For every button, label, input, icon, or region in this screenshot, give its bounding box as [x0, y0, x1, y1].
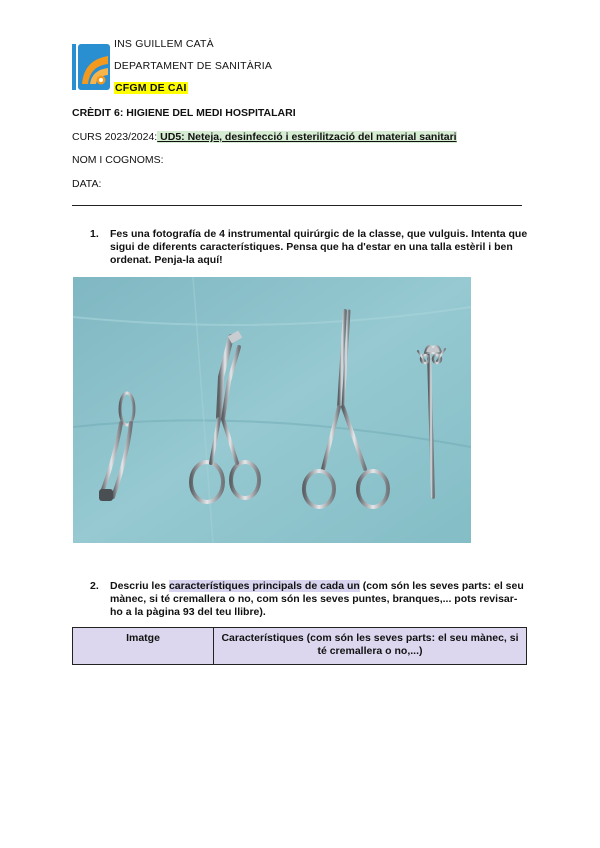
characteristics-table — [72, 627, 527, 665]
table-header-row — [73, 628, 527, 665]
question-1 — [90, 228, 530, 267]
school-name: INS GUILLEM CATÀ — [114, 38, 214, 50]
header-characteristics: Característiques (com són les seves parts: el seu mànec, si té cremallera o no,...) — [214, 628, 527, 665]
credit-title: CRÈDIT 6: HIGIENE DEL MEDI HOSPITALARI — [72, 107, 296, 119]
question-text — [110, 580, 530, 619]
question-text-post: (com són les seves parts: el seu mànec, si té cremallera o no, com són les seves puntes, branques,... pots revisar-ho a la pàgina 93 del teu llibre). — [110, 580, 524, 618]
unit-title: UD5: Neteja, desinfecció i esterilització del material sanitari — [157, 131, 457, 143]
separator-line — [72, 205, 522, 206]
course-line — [72, 131, 457, 143]
question-number: 2. — [90, 580, 99, 592]
instruments-photo — [73, 277, 471, 543]
course-year-label: CURS 2023/2024: — [72, 131, 158, 143]
department-name: DEPARTAMENT DE SANITÀRIA — [114, 60, 273, 72]
name-label: NOM I COGNOMS: — [72, 154, 164, 166]
header-image: Imatge — [73, 628, 214, 665]
course-tag: CFGM DE CAI — [115, 82, 187, 94]
question-text: Fes una fotografía de 4 instrumental quirúrgic de la classe, que vulguis. Intenta que sigui de diferents característiques. Pensa que ha d'estar en una talla estèril i ben ordenat. Penja-la aquí! — [110, 228, 528, 266]
date-label: DATA: — [72, 178, 102, 190]
question-number: 1. — [90, 228, 99, 240]
question-2 — [90, 580, 530, 619]
question-highlight: característiques principals de cada un — [168, 580, 360, 592]
school-logo — [72, 44, 110, 90]
question-text-pre: Descriu les — [110, 580, 169, 592]
